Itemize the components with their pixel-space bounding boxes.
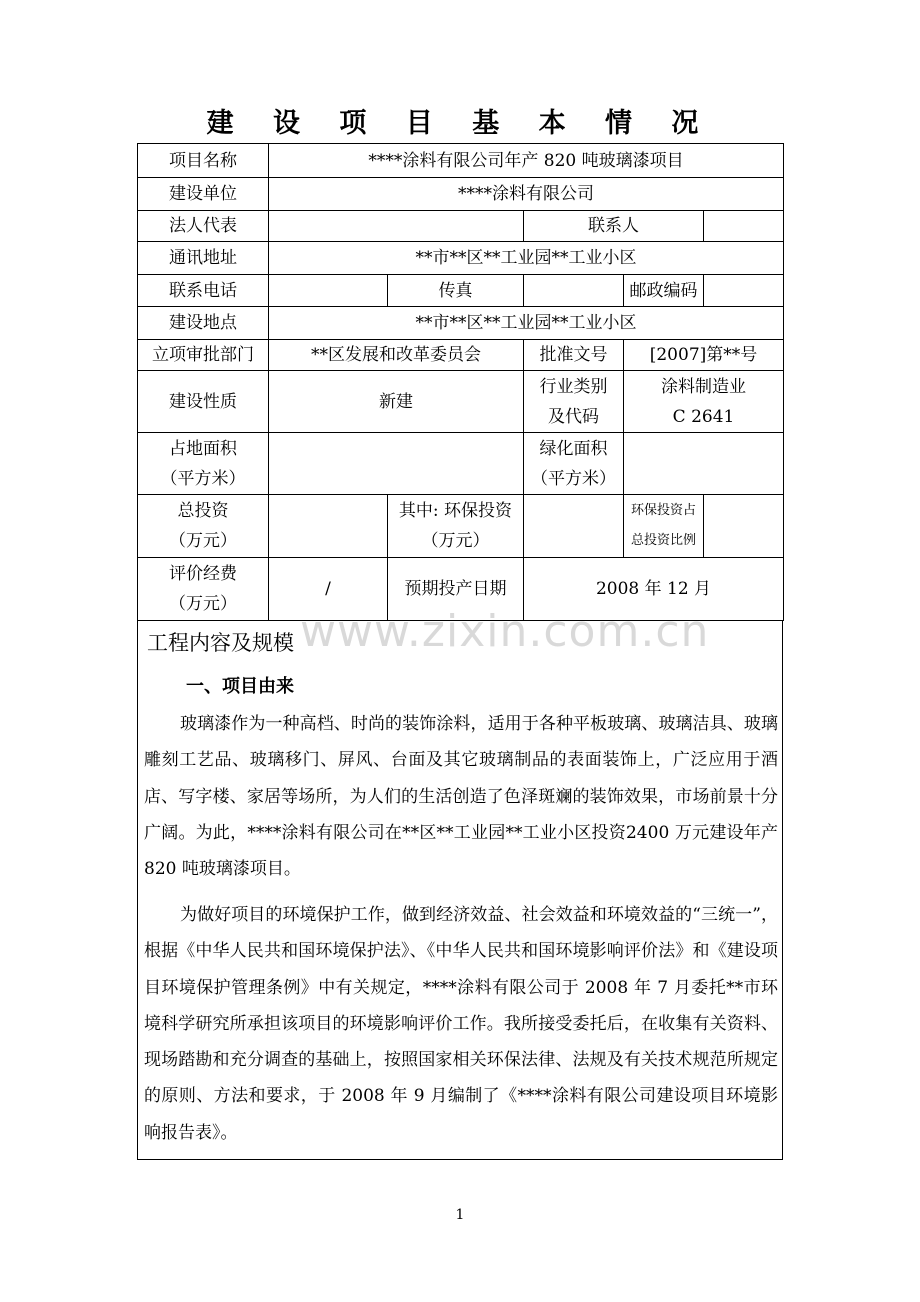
fax-value: [524, 275, 624, 307]
nature-label: 建设性质: [138, 371, 269, 433]
builder-value: ****涂料有限公司: [269, 178, 784, 211]
builder-label: 建设单位: [138, 178, 269, 211]
env-invest-label-line2: （万元）: [421, 531, 490, 551]
env-invest-value: [524, 495, 624, 558]
env-invest-label: [388, 495, 524, 558]
project-content-section: [137, 620, 783, 1160]
invest-label-line1: 总投资: [177, 501, 229, 521]
invest-label-line2: （万元）: [169, 531, 237, 551]
address-value: **市**区**工业园**工业小区: [269, 242, 784, 275]
legal-rep-value: [269, 211, 524, 242]
fee-label-line1: 评价经费: [169, 564, 237, 584]
page-number: 1: [455, 1207, 465, 1223]
paragraph-2: 为做好项目的环境保护工作，做到经济效益、社会效益和环境效益的“三统一”，根据《中华人民共和国环境保护法》、《中华人民共和国环境影响评价法》和《建设项目环境保护管理条例》中有关规定，****涂料有限公司于 2008 年 7 月委托**市环境科学研究所承担该项目的环境影响评价工作。我所接受委托后，在收集有关资料、现场踏勘和充分调查的基础上，按照国家相关环保法律、法规及有关技术规范所规定的原则、方法和要求，于 2008 年 9 月编制了《****涂料有限公司建设项目环境影响报告表》。: [144, 905, 778, 1143]
approval-dept-value: **区发展和改革委员会: [269, 340, 524, 371]
industry-value-line1: 涂料制造业: [661, 376, 746, 397]
page-title: 建 设 项 目 基 本 情 况: [206, 108, 714, 139]
env-ratio-label-line1: 环保投资占: [630, 503, 696, 518]
address-label: 通讯地址: [138, 242, 269, 275]
watermark: www.zixin.com.cn: [300, 606, 710, 657]
industry-label: [524, 371, 624, 433]
legal-rep-label: 法人代表: [138, 211, 269, 242]
date-value: 2008 年 12 月: [524, 558, 784, 621]
green-label-line2: （平方米）: [531, 468, 616, 489]
approval-no-label: 批准文号: [524, 340, 624, 371]
area-label-line2: （平方米）: [160, 468, 246, 489]
site-value: **市**区**工业园**工业小区: [269, 307, 784, 340]
postcode-label: 邮政编码: [624, 275, 704, 307]
paragraph-1: 玻璃漆作为一种高档、时尚的装饰涂料，适用于各种平板玻璃、玻璃洁具、玻璃雕刻工艺品、玻璃移门、屏风、台面及其它玻璃制品的表面装饰上，广泛应用于酒店、写字楼、家居等场所，为人们的生活创造了色泽斑斓的装饰效果，市场前景十分广阔。为此，****涂料有限公司在**区**工业园**工业小区投资2400 万元建设年产 820 吨玻璃漆项目。: [144, 714, 778, 880]
env-ratio-label-line2: 总投资比例: [630, 533, 696, 548]
contact-label: 联系人: [524, 211, 704, 242]
phone-value: [269, 275, 388, 307]
env-ratio-label: [624, 495, 704, 558]
fee-value: /: [269, 558, 388, 621]
postcode-value: [704, 275, 784, 307]
content-subheading: 一、项目由来: [186, 676, 294, 697]
nature-value: 新建: [269, 371, 524, 433]
env-invest-label-line1: 其中: 环保投资: [398, 501, 513, 521]
green-label-line1: 绿化面积: [539, 438, 608, 459]
fee-label-line2: （万元）: [169, 594, 237, 614]
area-label-line1: 占地面积: [169, 438, 237, 459]
approval-dept-label: 立项审批部门: [138, 340, 269, 371]
approval-no-value: [2007]第**号: [624, 340, 784, 371]
project-info-table: [137, 143, 784, 621]
area-value: [269, 433, 524, 495]
invest-value: [269, 495, 388, 558]
site-label: 建设地点: [138, 307, 269, 340]
industry-label-line1: 行业类别: [539, 376, 608, 397]
green-label: [524, 433, 624, 495]
content-heading: 工程内容及规模: [147, 631, 294, 655]
industry-value-line2: C 2641: [672, 406, 735, 427]
industry-label-line2: 及代码: [548, 406, 599, 427]
phone-label: 联系电话: [138, 275, 269, 307]
contact-value: [704, 211, 784, 242]
invest-label: [138, 495, 269, 558]
env-ratio-value: [704, 495, 784, 558]
fee-label: [138, 558, 269, 621]
industry-value: [624, 371, 784, 433]
fax-label: 传真: [388, 275, 524, 307]
project-name-label: 项目名称: [138, 144, 269, 178]
date-label: 预期投产日期: [388, 558, 524, 621]
project-name-value: ****涂料有限公司年产 820 吨玻璃漆项目: [269, 144, 784, 178]
green-value: [624, 433, 784, 495]
area-label: [138, 433, 269, 495]
